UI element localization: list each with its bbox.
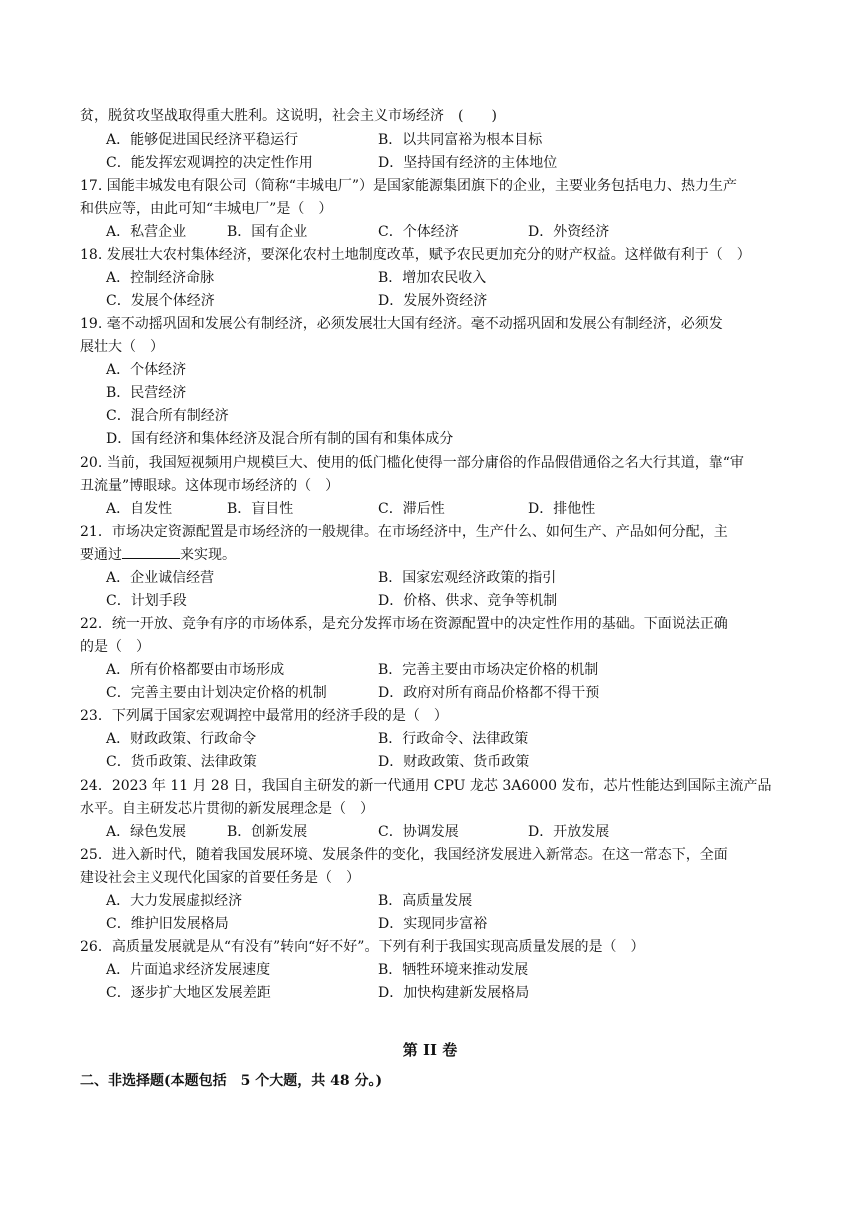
q24-option-c: C．协调发展 <box>378 824 459 840</box>
q26-option-c: C．逐步扩大地区发展差距 <box>106 985 271 1001</box>
q24-option-b: B．创新发展 <box>227 824 308 840</box>
q17-stem-cont: 和供应等，由此可知“丰城电厂”是（ ） <box>80 201 333 217</box>
q18-option-b: B．增加农民收入 <box>378 270 487 286</box>
q16-option-b: B．以共同富裕为根本目标 <box>378 132 543 148</box>
option-row <box>0 221 860 243</box>
option-row <box>0 890 860 912</box>
option-row <box>0 152 860 174</box>
option-row <box>0 751 860 773</box>
q22-option-b: B．完善主要由市场决定价格的机制 <box>378 662 599 678</box>
option-row <box>0 682 860 704</box>
q26-stem: 26．高质量发展就是从“有没有”转向“好不好”。下列有利于我国实现高质量发展的是（ ） <box>80 939 645 955</box>
option-row <box>0 129 860 151</box>
q25-option-c: C．维护旧发展格局 <box>106 916 229 932</box>
q23-option-b: B．行政命令、法律政策 <box>378 731 529 747</box>
q16-stem-tail: 贫，脱贫攻坚战取得重大胜利。这说明，社会主义市场经济 ( ) <box>80 108 497 124</box>
q19-stem-cont: 展壮大（ ） <box>80 339 164 355</box>
option-row <box>0 959 860 981</box>
q25-option-a: A．大力发展虚拟经济 <box>106 893 243 909</box>
q23-option-d: D．财政政策、货币政策 <box>378 754 530 770</box>
q24-stem-cont: 水平。自主研发芯片贯彻的新发展理念是（ ） <box>80 801 374 817</box>
q21-option-d: D．价格、供求、竞争等机制 <box>378 593 558 609</box>
q22-stem: 22．统一开放、竞争有序的市场体系，是充分发挥市场在资源配置中的决定性作用的基础。下面说法正确 <box>80 616 728 632</box>
q19-option-a: A．个体经济 <box>106 362 187 378</box>
q23-stem: 23．下列属于国家宏观调控中最常用的经济手段的是（ ） <box>80 708 448 724</box>
q16-option-a: A．能够促进国民经济平稳运行 <box>106 132 299 148</box>
q17-option-b: B．国有企业 <box>227 224 308 240</box>
q22-stem-cont: 的是（ ） <box>80 639 150 655</box>
q21-stem: 21．市场决定资源配置是市场经济的一般规律。在市场经济中，生产什么、如何生产、产品如何分配，主 <box>80 524 728 540</box>
q24-option-d: D．开放发展 <box>528 824 610 840</box>
option-row <box>0 982 860 1004</box>
q20-option-b: B．盲目性 <box>227 501 294 517</box>
q20-option-c: C．滞后性 <box>378 501 445 517</box>
option-row <box>0 567 860 589</box>
q25-stem-cont: 建设社会主义现代化国家的首要任务是（ ） <box>80 870 360 886</box>
q17-option-c: C．个体经济 <box>378 224 459 240</box>
q17-option-d: D．外资经济 <box>528 224 610 240</box>
q21-option-b: B．国家宏观经济政策的指引 <box>378 570 557 586</box>
option-row <box>0 267 860 289</box>
q23-option-a: A．财政政策、行政命令 <box>106 731 257 747</box>
q21-stem-post: 来实现。 <box>180 547 236 563</box>
q20-option-a: A．自发性 <box>106 501 173 517</box>
q21-option-c: C．计划手段 <box>106 593 187 609</box>
q17-stem: 17. 国能丰城发电有限公司（简称“丰城电厂”）是国家能源集团旗下的企业，主要业务包括电力、热力生产 <box>80 178 738 194</box>
q18-option-d: D．发展外资经济 <box>378 293 488 309</box>
q26-option-a: A．片面追求经济发展速度 <box>106 962 271 978</box>
q24-stem: 24．2023 年 11 月 28 日，我国自主研发的新一代通用 CPU 龙芯 3A6000 发布，芯片性能达到国际主流产品 <box>80 778 772 794</box>
option-row <box>0 913 860 935</box>
q25-stem: 25．进入新时代，随着我国发展环境、发展条件的变化，我国经济发展进入新常态。在这一常态下，全面 <box>80 847 728 863</box>
q18-option-a: A．控制经济命脉 <box>106 270 215 286</box>
option-row <box>0 590 860 612</box>
q23-option-c: C．货币政策、法律政策 <box>106 754 257 770</box>
q20-option-d: D．排他性 <box>528 501 596 517</box>
q25-option-d: D．实现同步富裕 <box>378 916 488 932</box>
q21-stem-pre: 要通过 <box>80 547 122 563</box>
option-row <box>0 659 860 681</box>
q26-option-b: B．牺牲环境来推动发展 <box>378 962 529 978</box>
q18-stem: 18. 发展壮大农村集体经济，要深化农村土地制度改革，赋予农民更加充分的财产权益。这样做有利于（ ） <box>80 247 751 263</box>
q17-option-a: A．私营企业 <box>106 224 187 240</box>
q22-option-d: D．政府对所有商品价格都不得干预 <box>378 685 600 701</box>
option-row <box>0 498 860 520</box>
q19-option-b: B．民营经济 <box>106 385 187 401</box>
option-row <box>0 728 860 750</box>
answer-blank <box>122 544 180 559</box>
q22-option-c: C．完善主要由计划决定价格的机制 <box>106 685 327 701</box>
q24-option-a: A．绿色发展 <box>106 824 187 840</box>
option-row <box>0 821 860 843</box>
q21-option-a: A．企业诚信经营 <box>106 570 215 586</box>
q19-option-d: D．国有经济和集体经济及混合所有制的国有和集体成分 <box>106 431 454 447</box>
q26-option-d: D．加快构建新发展格局 <box>378 985 530 1001</box>
q16-option-c: C．能发挥宏观调控的决定性作用 <box>106 155 313 171</box>
q21-stem-cont <box>80 544 800 566</box>
q19-option-c: C．混合所有制经济 <box>106 408 229 424</box>
option-row <box>0 290 860 312</box>
q16-option-d: D．坚持国有经济的主体地位 <box>378 155 558 171</box>
section-heading: 二、非选择题(本题包括 5 个大题，共 48 分。) <box>80 1073 383 1089</box>
part-title: 第 II 卷 <box>402 1041 458 1059</box>
q20-stem-cont: 丑流量”博眼球。这体现市场经济的（ ） <box>80 478 340 494</box>
q18-option-c: C．发展个体经济 <box>106 293 215 309</box>
q20-stem: 20. 当前，我国短视频用户规模巨大、使用的低门槛化使得一部分庸俗的作品假借通俗之名大行其道，靠“审 <box>80 455 744 471</box>
q22-option-a: A．所有价格都要由市场形成 <box>106 662 285 678</box>
q25-option-b: B．高质量发展 <box>378 893 473 909</box>
q19-stem: 19. 毫不动摇巩固和发展公有制经济，必须发展壮大国有经济。毫不动摇巩固和发展公有制经济，必须发 <box>80 316 723 332</box>
